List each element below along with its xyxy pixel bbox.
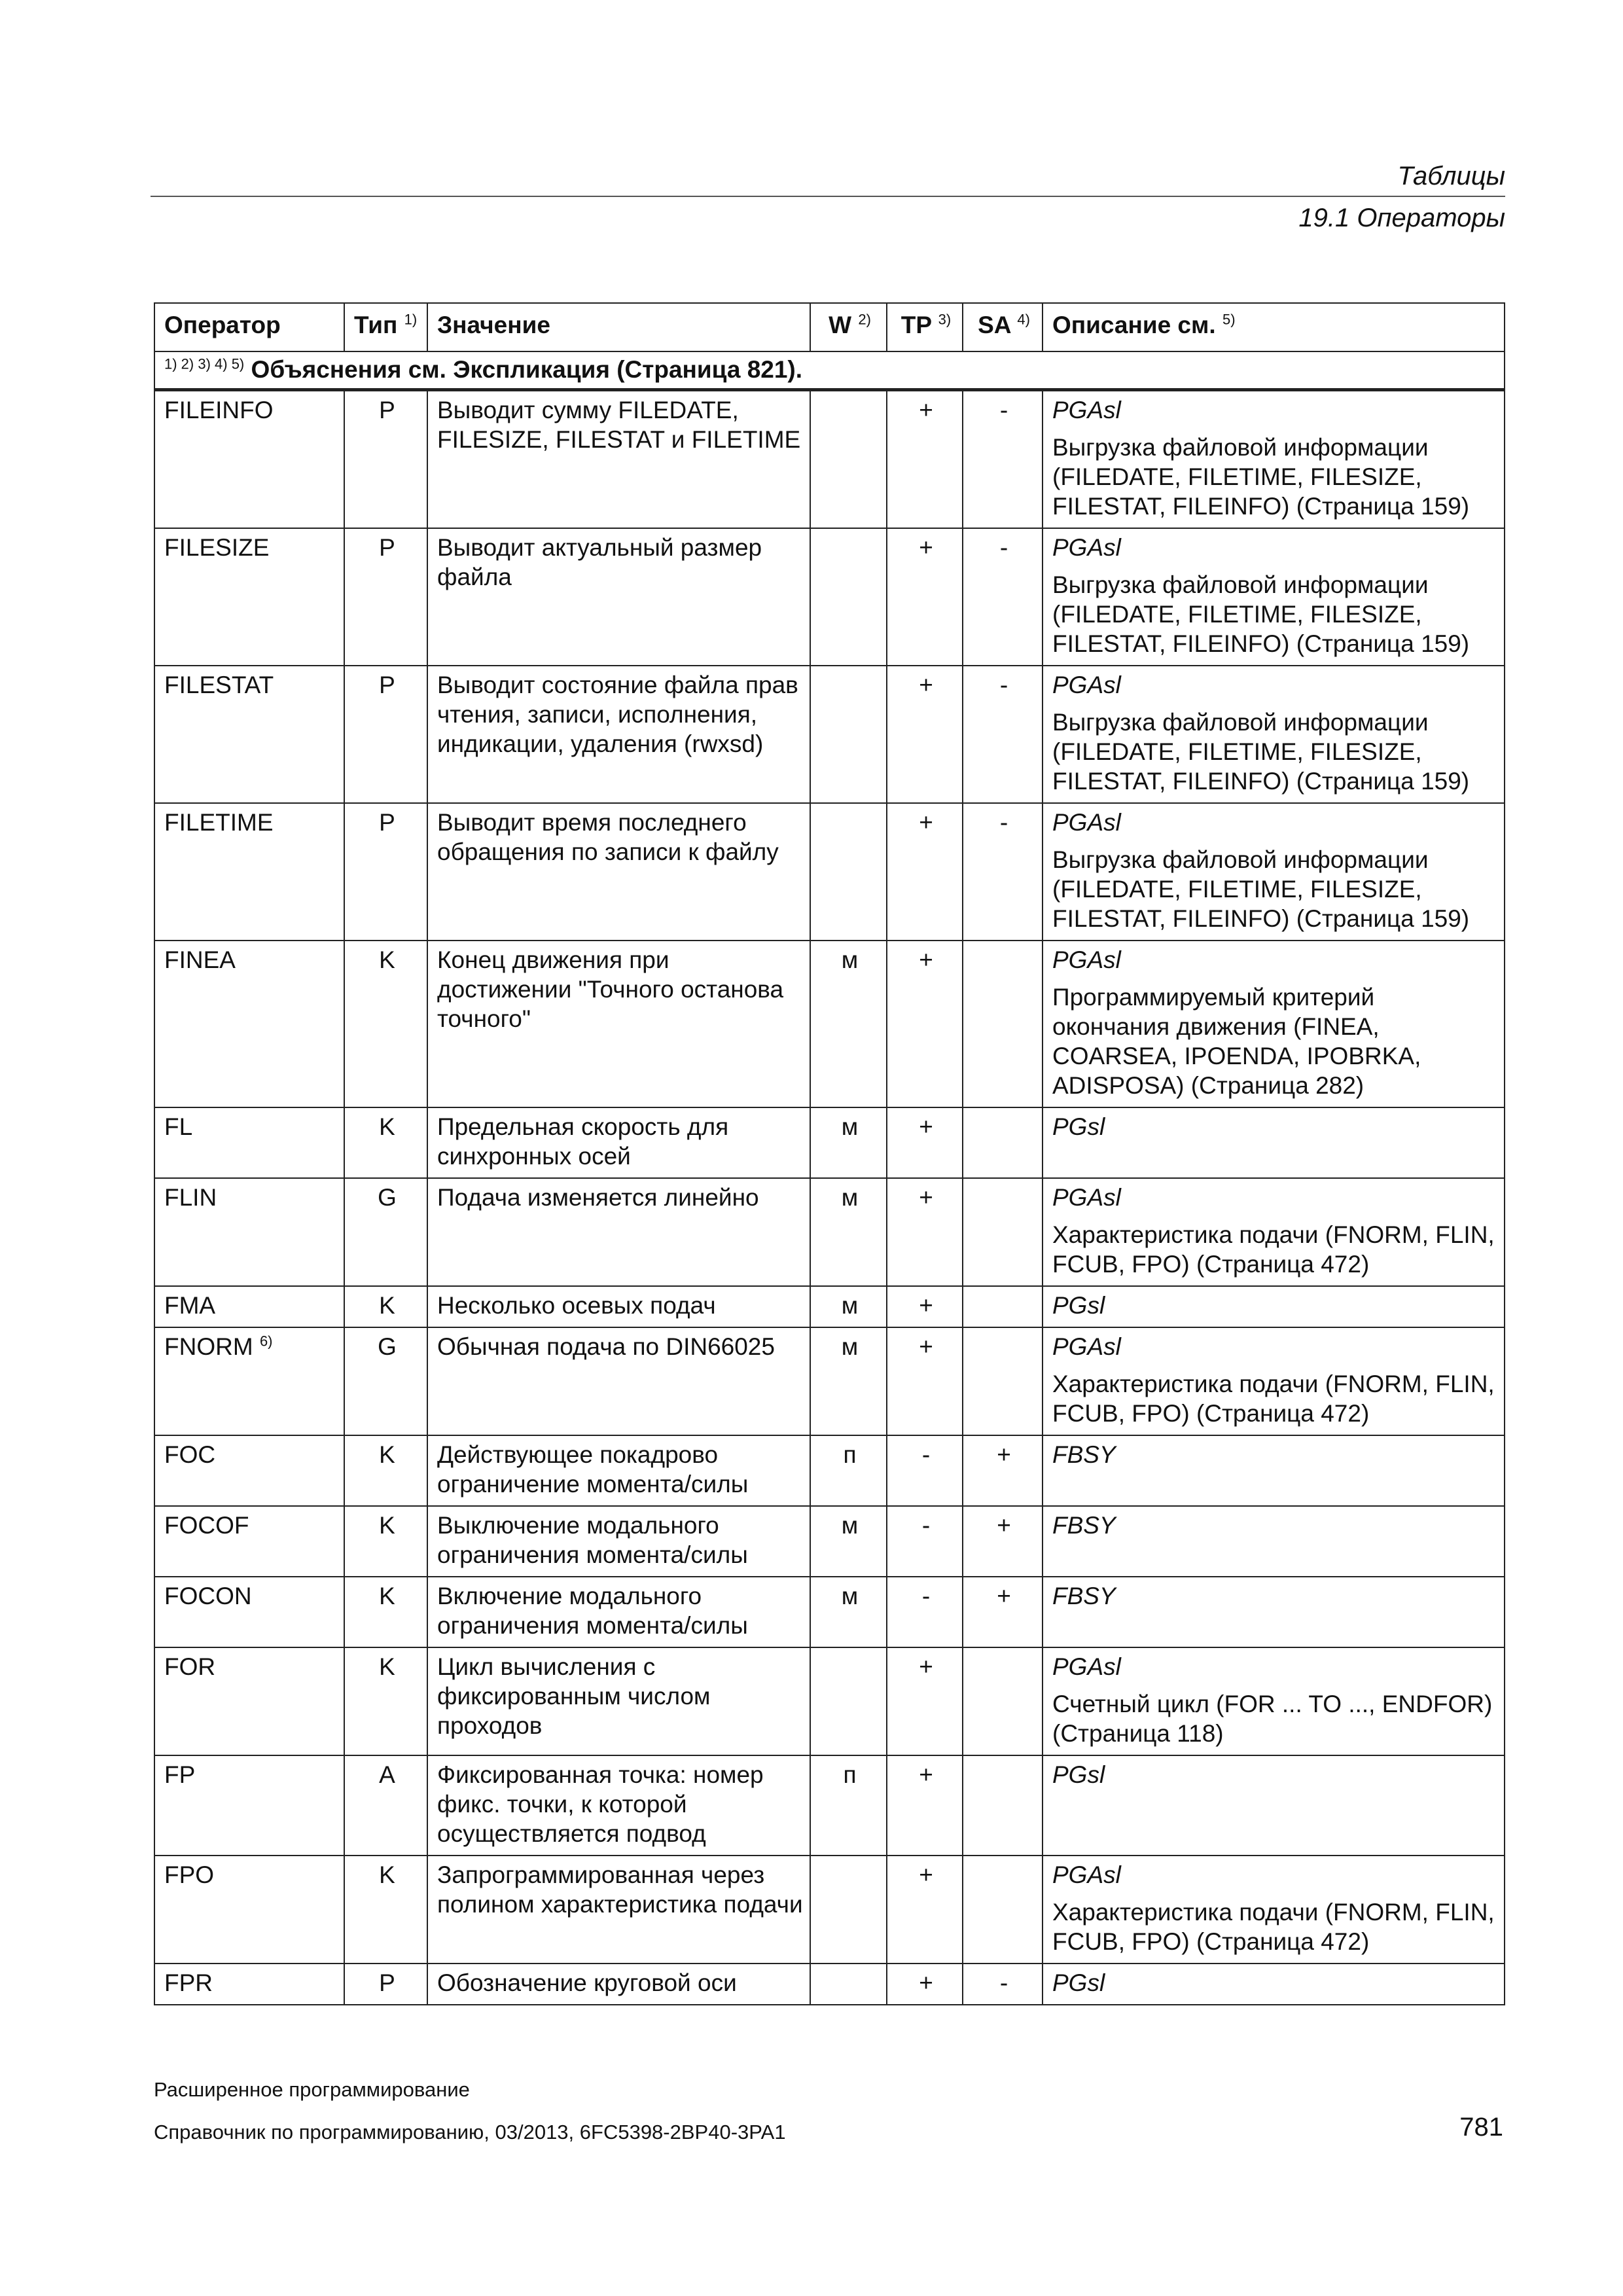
description-link[interactable]: Характеристика подачи (FNORM, FLIN, FCUB, FPO) (Страница 472): [1052, 1371, 1495, 1427]
cell-type: K: [344, 1856, 427, 1964]
cell-meaning: Выводит сумму FILEDATE, FILESIZE, FILESTAT и FILETIME: [427, 390, 810, 529]
cell-operator: FILEINFO: [154, 390, 344, 529]
notes-footnote-marks: 1) 2) 3) 4) 5): [164, 355, 245, 372]
cell-operator: FILESIZE: [154, 528, 344, 666]
cell-description: [1043, 1327, 1505, 1435]
cell-type: P: [344, 666, 427, 803]
table-notes: [154, 351, 1505, 390]
section-title: Таблицы: [1397, 162, 1505, 190]
table-row: [154, 1435, 1505, 1506]
cell-description: [1043, 1286, 1505, 1327]
cell-description: [1043, 1755, 1505, 1856]
description-link[interactable]: Выгрузка файловой информации (FILEDATE, FILETIME, FILESIZE, FILESTAT, FILEINFO) (Страница 159): [1052, 434, 1470, 520]
table-body: [154, 390, 1505, 2005]
cell-sa: [963, 1327, 1043, 1435]
table-row: [154, 803, 1505, 941]
cell-meaning: Предельная скорость для синхронных осей: [427, 1107, 810, 1178]
cell-operator: FOCON: [154, 1577, 344, 1647]
cell-operator: FOR: [154, 1647, 344, 1755]
table-row: [154, 1647, 1505, 1755]
cell-meaning: Выводит актуальный размер файла: [427, 528, 810, 666]
cell-w: п: [810, 1435, 887, 1506]
cell-tp: +: [887, 666, 963, 803]
cell-tp: +: [887, 1647, 963, 1755]
col-header-description: Описание см. $^{5)}$: [1043, 303, 1505, 351]
cell-sa: -: [963, 1964, 1043, 2005]
description-ref: FBSY: [1052, 1441, 1116, 1468]
cell-sa: [963, 1286, 1043, 1327]
cell-type: K: [344, 1435, 427, 1506]
cell-sa: -: [963, 390, 1043, 529]
description-ref: PGAsl: [1052, 946, 1121, 973]
cell-w: [810, 1647, 887, 1755]
cell-sa: [963, 1755, 1043, 1856]
cell-type: P: [344, 528, 427, 666]
cell-tp: +: [887, 941, 963, 1107]
cell-tp: +: [887, 1856, 963, 1964]
footer-title: Расширенное программирование: [154, 2078, 470, 2101]
cell-tp: +: [887, 1964, 963, 2005]
page-number: 781: [1459, 2113, 1503, 2142]
description-ref: FBSY: [1052, 1512, 1116, 1539]
cell-description: [1043, 666, 1505, 803]
description-ref: PGAsl: [1052, 534, 1121, 561]
cell-type: G: [344, 1178, 427, 1286]
cell-description: [1043, 1506, 1505, 1577]
description-ref: PGAsl: [1052, 1861, 1121, 1888]
cell-w: м: [810, 1327, 887, 1435]
cell-operator: FMA: [154, 1286, 344, 1327]
cell-w: [810, 803, 887, 941]
cell-type: P: [344, 1964, 427, 2005]
cell-w: м: [810, 1286, 887, 1327]
cell-w: [810, 528, 887, 666]
table-row: [154, 390, 1505, 529]
cell-meaning: Обычная подача по DIN66025: [427, 1327, 810, 1435]
cell-type: K: [344, 941, 427, 1107]
cell-sa: -: [963, 803, 1043, 941]
cell-operator: FPO: [154, 1856, 344, 1964]
operator-footnote: 6): [259, 1333, 273, 1350]
cell-meaning: Включение модального ограничения момента/силы: [427, 1577, 810, 1647]
cell-meaning: Выводит время последнего обращения по записи к файлу: [427, 803, 810, 941]
description-link[interactable]: Характеристика подачи (FNORM, FLIN, FCUB, FPO) (Страница 472): [1052, 1899, 1495, 1955]
cell-meaning: Конец движения при достижении "Точного останова точного": [427, 941, 810, 1107]
cell-type: A: [344, 1755, 427, 1856]
description-ref: PGsl: [1052, 1969, 1105, 1996]
cell-sa: +: [963, 1506, 1043, 1577]
cell-type: K: [344, 1506, 427, 1577]
cell-description: [1043, 1107, 1505, 1178]
cell-tp: +: [887, 528, 963, 666]
cell-sa: [963, 941, 1043, 1107]
cell-meaning: Фиксированная точка: номер фикс. точки, к которой осуществляется подвод: [427, 1755, 810, 1856]
table-row: [154, 1755, 1505, 1856]
cell-tp: -: [887, 1506, 963, 1577]
cell-description: [1043, 528, 1505, 666]
cell-type: K: [344, 1286, 427, 1327]
cell-w: м: [810, 1178, 887, 1286]
cell-meaning: Подача изменяется линейно: [427, 1178, 810, 1286]
cell-tp: +: [887, 1286, 963, 1327]
cell-sa: [963, 1647, 1043, 1755]
cell-tp: +: [887, 1755, 963, 1856]
cell-description: [1043, 941, 1505, 1107]
description-ref: PGAsl: [1052, 397, 1121, 423]
cell-w: м: [810, 1506, 887, 1577]
cell-tp: +: [887, 1327, 963, 1435]
col-header-tp: TP $^{3)}$: [887, 303, 963, 351]
cell-description: [1043, 803, 1505, 941]
cell-description: [1043, 390, 1505, 529]
cell-meaning: Цикл вычисления с фиксированным числом проходов: [427, 1647, 810, 1755]
table-row: [154, 1327, 1505, 1435]
cell-tp: +: [887, 1107, 963, 1178]
description-ref: PGAsl: [1052, 672, 1121, 698]
description-ref: PGAsl: [1052, 809, 1121, 836]
cell-type: P: [344, 390, 427, 529]
description-ref: PGAsl: [1052, 1333, 1121, 1360]
cell-type: K: [344, 1577, 427, 1647]
cell-w: [810, 666, 887, 803]
cell-meaning: Выводит состояние файла прав чтения, записи, исполнения, индикации, удаления (rwxsd): [427, 666, 810, 803]
cell-operator: FINEA: [154, 941, 344, 1107]
description-ref: PGsl: [1052, 1292, 1105, 1319]
description-link[interactable]: Программируемый критерий окончания движения (FINEA, COARSEA, IPOENDA, IPOBRKA, ADISPOSA) (Страница 282): [1052, 984, 1421, 1099]
col-header-operator: Оператор: [154, 303, 344, 351]
page-header: [151, 160, 1505, 234]
cell-meaning: Несколько осевых подач: [427, 1286, 810, 1327]
table-row: [154, 941, 1505, 1107]
table-notes-row: [154, 351, 1505, 390]
table-row: [154, 1178, 1505, 1286]
table-row: [154, 1964, 1505, 2005]
cell-tp: +: [887, 803, 963, 941]
description-ref: PGsl: [1052, 1113, 1105, 1140]
cell-operator: FP: [154, 1755, 344, 1856]
col-header-w: W $^{2)}$: [810, 303, 887, 351]
subsection-title: 19.1 Операторы: [1298, 204, 1505, 232]
cell-w: м: [810, 941, 887, 1107]
cell-sa: -: [963, 528, 1043, 666]
cell-type: P: [344, 803, 427, 941]
cell-operator: FOC: [154, 1435, 344, 1506]
description-ref: PGAsl: [1052, 1184, 1121, 1211]
cell-type: K: [344, 1647, 427, 1755]
cell-type: K: [344, 1107, 427, 1178]
cell-operator: FNORM $^{6)}$: [154, 1327, 344, 1435]
cell-meaning: Запрограммированная через полином характеристика подачи: [427, 1856, 810, 1964]
operators-table: [154, 302, 1505, 2005]
description-ref: FBSY: [1052, 1583, 1116, 1609]
table-row: [154, 1577, 1505, 1647]
cell-operator: FILETIME: [154, 803, 344, 941]
cell-operator: FOCOF: [154, 1506, 344, 1577]
cell-meaning: Обозначение круговой оси: [427, 1964, 810, 2005]
description-ref: PGAsl: [1052, 1653, 1121, 1680]
cell-sa: +: [963, 1435, 1043, 1506]
cell-w: [810, 1856, 887, 1964]
cell-description: [1043, 1178, 1505, 1286]
cell-description: [1043, 1964, 1505, 2005]
description-link[interactable]: Характеристика подачи (FNORM, FLIN, FCUB, FPO) (Страница 472): [1052, 1221, 1495, 1278]
table-row: [154, 1286, 1505, 1327]
cell-description: [1043, 1577, 1505, 1647]
col-header-sa: SA $^{4)}$: [963, 303, 1043, 351]
description-link[interactable]: Выгрузка файловой информации (FILEDATE, FILETIME, FILESIZE, FILESTAT, FILEINFO) (Страница 159): [1052, 846, 1470, 932]
table-row: [154, 1856, 1505, 1964]
cell-tp: +: [887, 390, 963, 529]
cell-operator: FPR: [154, 1964, 344, 2005]
cell-w: [810, 390, 887, 529]
cell-w: м: [810, 1107, 887, 1178]
cell-w: п: [810, 1755, 887, 1856]
cell-description: [1043, 1435, 1505, 1506]
table-header-row: [154, 303, 1505, 351]
description-ref: PGsl: [1052, 1761, 1105, 1788]
cell-sa: +: [963, 1577, 1043, 1647]
cell-operator: FLIN: [154, 1178, 344, 1286]
header-rule: [151, 196, 1505, 197]
table-row: [154, 528, 1505, 666]
cell-w: [810, 1964, 887, 2005]
description-link[interactable]: Счетный цикл (FOR ... TO ..., ENDFOR) (Страница 118): [1052, 1691, 1493, 1747]
footer-subtitle: Справочник по программированию, 03/2013, 6FC5398-2BP40-3PA1: [154, 2121, 786, 2144]
description-link[interactable]: Выгрузка файловой информации (FILEDATE, FILETIME, FILESIZE, FILESTAT, FILEINFO) (Страница 159): [1052, 571, 1470, 657]
cell-description: [1043, 1856, 1505, 1964]
table-row: [154, 666, 1505, 803]
cell-sa: [963, 1107, 1043, 1178]
description-link[interactable]: Выгрузка файловой информации (FILEDATE, FILETIME, FILESIZE, FILESTAT, FILEINFO) (Страница 159): [1052, 709, 1470, 795]
col-header-meaning: Значение: [427, 303, 810, 351]
cell-description: [1043, 1647, 1505, 1755]
notes-text: Объяснения см. Экспликация (Страница 821).: [251, 356, 803, 383]
col-header-type: Тип $^{1)}$: [344, 303, 427, 351]
cell-tp: -: [887, 1435, 963, 1506]
cell-w: м: [810, 1577, 887, 1647]
cell-sa: [963, 1856, 1043, 1964]
cell-tp: +: [887, 1178, 963, 1286]
cell-operator: FILESTAT: [154, 666, 344, 803]
cell-meaning: Действующее покадрово ограничение момента/силы: [427, 1435, 810, 1506]
cell-sa: -: [963, 666, 1043, 803]
cell-tp: -: [887, 1577, 963, 1647]
cell-meaning: Выключение модального ограничения момента/силы: [427, 1506, 810, 1577]
cell-sa: [963, 1178, 1043, 1286]
cell-type: G: [344, 1327, 427, 1435]
cell-operator: FL: [154, 1107, 344, 1178]
table-row: [154, 1107, 1505, 1178]
table-row: [154, 1506, 1505, 1577]
